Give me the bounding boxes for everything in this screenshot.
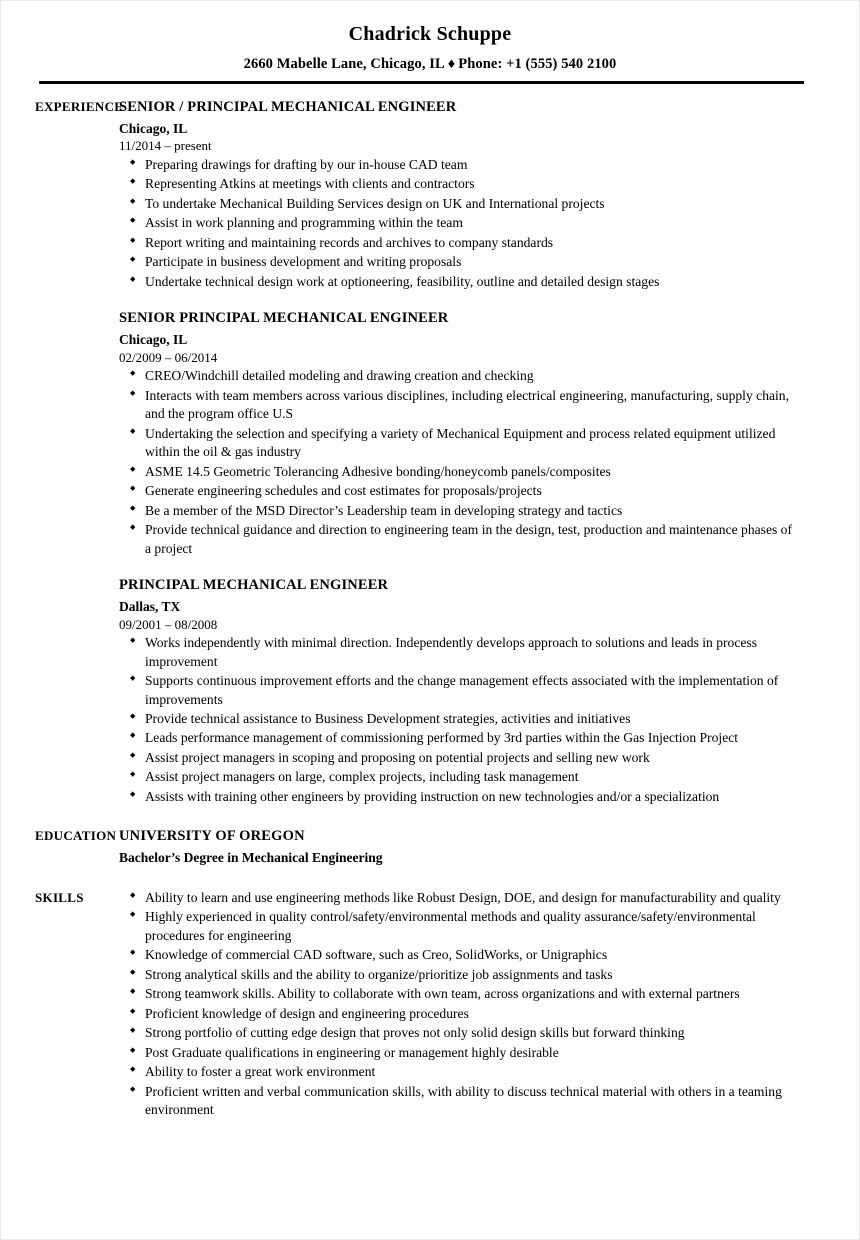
contact-line — [1, 56, 859, 73]
experience-entry — [119, 576, 797, 806]
section-education — [1, 827, 859, 866]
job-bullet: ◆ Provide technical guidance and direction to engineering team in the design, test, production and maintenance phases of a project — [119, 521, 797, 558]
skill-bullet: ◆ Proficient written and verbal communication skills, with ability to discuss technical material with others in a teaming environment — [119, 1083, 797, 1120]
job-bullet-list — [119, 156, 797, 291]
job-bullet: ◆ Leads performance management of commissioning performed by 3rd parties within the Gas Injection Project — [119, 729, 797, 747]
job-bullet: ◆ Assist project managers in scoping and proposing on potential projects and selling new work — [119, 749, 797, 767]
section-label-experience: EXPERIENCE — [35, 99, 124, 114]
job-location: Chicago, IL — [119, 120, 188, 136]
job-location: Dallas, TX — [119, 598, 181, 614]
skills-bullet-list — [119, 889, 797, 1120]
skill-bullet: ◆ Knowledge of commercial CAD software, such as Creo, SolidWorks, or Unigraphics — [119, 946, 797, 964]
education-entry — [119, 827, 797, 866]
job-bullet: ◆ Be a member of the MSD Director’s Leadership team in developing strategy and tactics — [119, 502, 797, 520]
job-location: Chicago, IL — [119, 332, 188, 348]
job-bullet: ◆ Representing Atkins at meetings with clients and contractors — [119, 175, 797, 193]
job-bullet: ◆ Works independently with minimal direction. Independently develops approach to solutions and leads in process improvement — [119, 634, 797, 671]
job-title: SENIOR / PRINCIPAL MECHANICAL ENGINEER — [119, 99, 457, 115]
section-label-skills: SKILLS — [35, 889, 84, 905]
education-degree: Bachelor’s Degree in Mechanical Engineering — [119, 850, 383, 866]
candidate-name: Chadrick Schuppe — [348, 23, 512, 45]
job-dates: 02/2009 – 06/2014 — [119, 349, 218, 365]
resume-header — [1, 1, 859, 84]
section-skills — [1, 889, 859, 1121]
diamond-separator-icon: ♦ — [447, 56, 456, 72]
job-bullet-list — [119, 634, 797, 806]
job-bullet: ◆ CREO/Windchill detailed modeling and drawing creation and checking — [119, 367, 797, 385]
skill-bullet: ◆ Post Graduate qualifications in engineering or management highly desirable — [119, 1044, 797, 1062]
job-bullet-list — [119, 367, 797, 558]
job-bullet: ◆ Preparing drawings for drafting by our in-house CAD team — [119, 156, 797, 174]
job-bullet: ◆ Generate engineering schedules and cost estimates for proposals/projects — [119, 482, 797, 500]
job-bullet: ◆ Report writing and maintaining records and archives to company standards — [119, 234, 797, 252]
skills-entries — [119, 889, 859, 1121]
job-bullet: ◆ Participate in business development and writing proposals — [119, 253, 797, 271]
job-dates: 09/2001 – 08/2008 — [119, 616, 218, 632]
skill-bullet: ◆ Strong analytical skills and the ability to organize/prioritize job assignments and tasks — [119, 966, 797, 984]
section-experience — [1, 98, 859, 807]
resume-content — [1, 84, 859, 1121]
experience-entries — [119, 98, 859, 807]
experience-entry — [119, 98, 797, 291]
job-bullet: ◆ Assists with training other engineers by providing instruction on new technologies and/or a specialization — [119, 788, 797, 806]
skill-bullet: ◆ Strong teamwork skills. Ability to collaborate with own team, across organizations and with external partners — [119, 985, 797, 1003]
skill-bullet: ◆ Strong portfolio of cutting edge design that proves not only solid design skills but forward thinking — [119, 1024, 797, 1042]
job-bullet: ◆ To undertake Mechanical Building Services design on UK and International projects — [119, 195, 797, 213]
skill-bullet: ◆ Ability to learn and use engineering methods like Robust Design, DOE, and design for manufacturability and quality — [119, 889, 797, 907]
education-entries — [119, 827, 859, 866]
skill-bullet: ◆ Proficient knowledge of design and engineering procedures — [119, 1005, 797, 1023]
job-bullet: ◆ Undertaking the selection and specifying a variety of Mechanical Equipment and process related equipment utilized within the oil & gas industry — [119, 425, 797, 462]
job-bullet: ◆ Undertake technical design work at optioneering, feasibility, outline and detailed design stages — [119, 273, 797, 291]
job-dates: 11/2014 – present — [119, 138, 212, 154]
job-title: SENIOR PRINCIPAL MECHANICAL ENGINEER — [119, 310, 449, 327]
job-title: PRINCIPAL MECHANICAL ENGINEER — [119, 577, 389, 594]
section-label-education: EDUCATION — [35, 828, 117, 844]
job-bullet: ◆ Assist in work planning and programming within the team — [119, 214, 797, 232]
skill-bullet: ◆ Ability to foster a great work environment — [119, 1063, 797, 1081]
experience-entry — [119, 309, 797, 558]
job-bullet: ◆ Interacts with team members across various disciplines, including electrical engineering, manufacturing, supply chain, and the program office U.S — [119, 387, 797, 424]
job-bullet: ◆ Supports continuous improvement efforts and the change management effects associated with the implementation of improvements — [119, 672, 797, 709]
contact-address: 2660 Mabelle Lane, Chicago, IL — [243, 56, 445, 72]
education-school: UNIVERSITY OF OREGON — [119, 828, 305, 845]
contact-phone: Phone: +1 (555) 540 2100 — [458, 56, 617, 72]
job-bullet: ◆ Assist project managers on large, complex projects, including task management — [119, 768, 797, 786]
job-bullet: ◆ ASME 14.5 Geometric Tolerancing Adhesive bonding/honeycomb panels/composites — [119, 463, 797, 481]
job-bullet: ◆ Provide technical assistance to Business Development strategies, activities and initiatives — [119, 710, 797, 728]
skill-bullet: ◆ Highly experienced in quality control/safety/environmental methods and quality assurance/safety/environmental procedures for engineering — [119, 908, 797, 945]
